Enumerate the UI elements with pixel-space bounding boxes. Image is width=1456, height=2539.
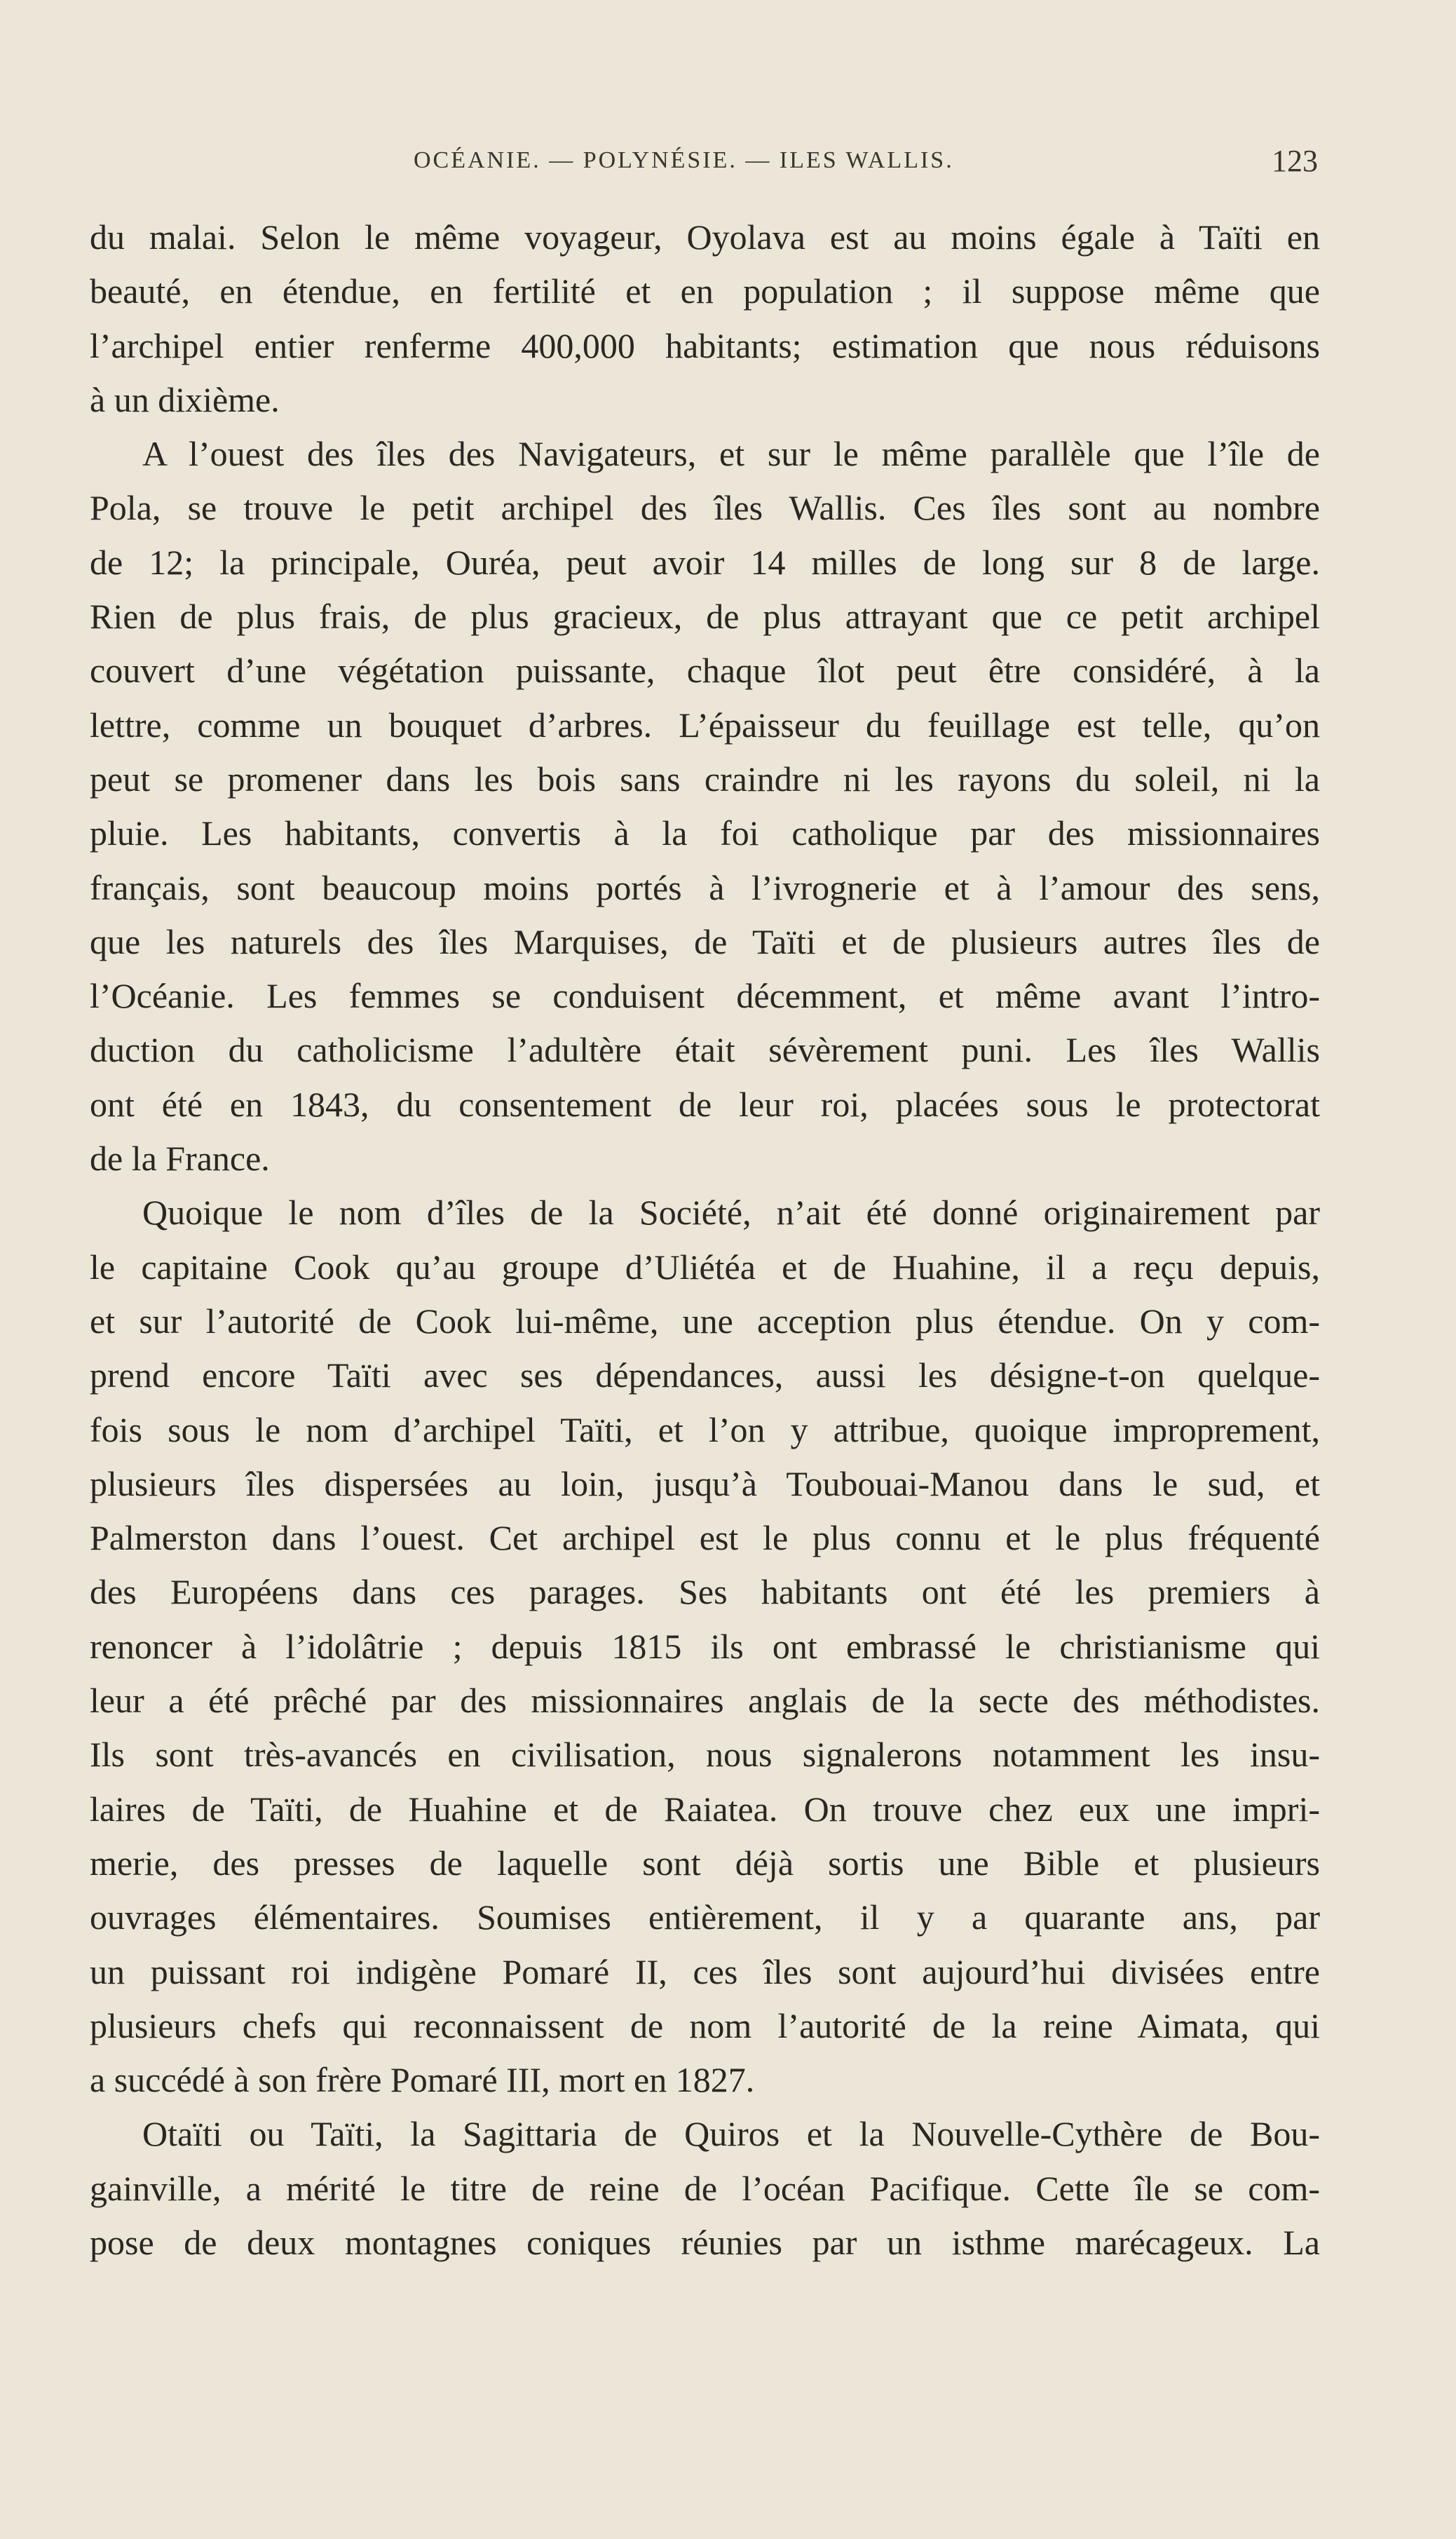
text-line: le capitaine Cook qu’au groupe d’Uliétéa et de Huahine, il a reçu depuis, [90, 1247, 1320, 1287]
text-line: à un dixième. [90, 379, 280, 419]
text-line: l’archipel entier renferme 400,000 habitants; estimation que nous réduisons [90, 325, 1320, 365]
text-line: de 12; la principale, Ouréa, peut avoir 14 milles de long sur 8 de large. [90, 542, 1320, 582]
text-line: Palmerston dans l’ouest. Cet archipel est le plus connu et le plus fréquenté [90, 1518, 1320, 1558]
page-header [91, 143, 1318, 185]
text-line: l’Océanie. Les femmes se conduisent décemment, et même avant l’intro- [90, 976, 1320, 1016]
text-line: de la France. [90, 1139, 270, 1179]
paragraph-2 [90, 427, 1320, 1186]
text-line: A l’ouest des îles des Navigateurs, et sur le même parallèle que l’île de [142, 434, 1320, 474]
text-line: un puissant roi indigène Pomaré II, ces îles sont aujourd’hui divisées entre [90, 1951, 1320, 1991]
text-line: français, sont beaucoup moins portés à l’ivrognerie et à l’amour des sens, [90, 867, 1320, 907]
text-line: pluie. Les habitants, convertis à la foi catholique par des missionnaires [90, 813, 1320, 853]
text-line: duction du catholicisme l’adultère était sévèrement puni. Les îles Wallis [90, 1030, 1320, 1070]
text-line: ont été en 1843, du consentement de leur roi, placées sous le protectorat [90, 1084, 1320, 1124]
text-line: que les naturels des îles Marquises, de Taïti et de plusieurs autres îles de [90, 921, 1320, 961]
text-line: couvert d’une végétation puissante, chaque îlot peut être considéré, à la [90, 651, 1320, 691]
text-line: plusieurs chefs qui reconnaissent de nom l’autorité de la reine Aimata, qui [90, 2005, 1320, 2045]
text-line: prend encore Taïti avec ses dépendances, aussi les désigne-t-on quelque- [90, 1355, 1320, 1395]
page-number: 123 [1272, 144, 1318, 178]
text-line: merie, des presses de laquelle sont déjà sortis une Bible et plusieurs [90, 1843, 1320, 1883]
text-line: laires de Taïti, de Huahine et de Raiatea. On trouve chez eux une impri- [90, 1789, 1320, 1829]
text-line: fois sous le nom d’archipel Taïti, et l’on y attribue, quoique improprement, [90, 1409, 1320, 1449]
text-line: renoncer à l’idolâtrie ; depuis 1815 ils ont embrassé le christianisme qui [90, 1626, 1320, 1666]
text-line: et sur l’autorité de Cook lui-même, une acception plus étendue. On y com- [90, 1301, 1320, 1341]
text-line: des Européens dans ces parages. Ses habitants ont été les premiers à [90, 1572, 1320, 1612]
text-line: a succédé à son frère Pomaré III, mort en 1827. [90, 2060, 755, 2100]
text-line: leur a été prêché par des missionnaires anglais de la secte des méthodistes. [90, 1681, 1320, 1721]
text-line: ouvrages élémentaires. Soumises entièrement, il y a quarante ans, par [90, 1897, 1320, 1937]
paragraph-3 [90, 1186, 1320, 2107]
text-line: gainville, a mérité le titre de reine de l’océan Pacifique. Cette île se com- [90, 2168, 1320, 2208]
text-line: du malai. Selon le même voyageur, Oyolava est au moins égale à Taïti en [90, 217, 1320, 257]
text-line: Quoique le nom d’îles de la Société, n’ait été donné originairement par [142, 1193, 1320, 1233]
running-head: OCÉANIE. — POLYNÉSIE. — ILES WALLIS. [414, 147, 954, 173]
text-line: Pola, se trouve le petit archipel des îles Wallis. Ces îles sont au nombre [90, 488, 1320, 528]
paragraph-1 [90, 210, 1320, 427]
text-line: plusieurs îles dispersées au loin, jusqu’à Toubouai-Manou dans le sud, et [90, 1463, 1320, 1503]
text-line: Rien de plus frais, de plus gracieux, de plus attrayant que ce petit archipel [90, 597, 1320, 637]
text-line: peut se promener dans les bois sans craindre ni les rayons du soleil, ni la [90, 759, 1320, 799]
text-line: beauté, en étendue, en fertilité et en population ; il suppose même que [90, 271, 1320, 311]
text-line: Ils sont très-avancés en civilisation, nous signalerons notamment les insu- [90, 1735, 1320, 1775]
body-text [90, 210, 1320, 2270]
text-line: lettre, comme un bouquet d’arbres. L’épaisseur du feuillage est telle, qu’on [90, 705, 1320, 745]
text-line: pose de deux montagnes coniques réunies par un isthme marécageux. La [90, 2222, 1320, 2262]
paragraph-4 [90, 2107, 1320, 2270]
text-line: Otaïti ou Taïti, la Sagittaria de Quiros et la Nouvelle-Cythère de Bou- [142, 2114, 1320, 2154]
